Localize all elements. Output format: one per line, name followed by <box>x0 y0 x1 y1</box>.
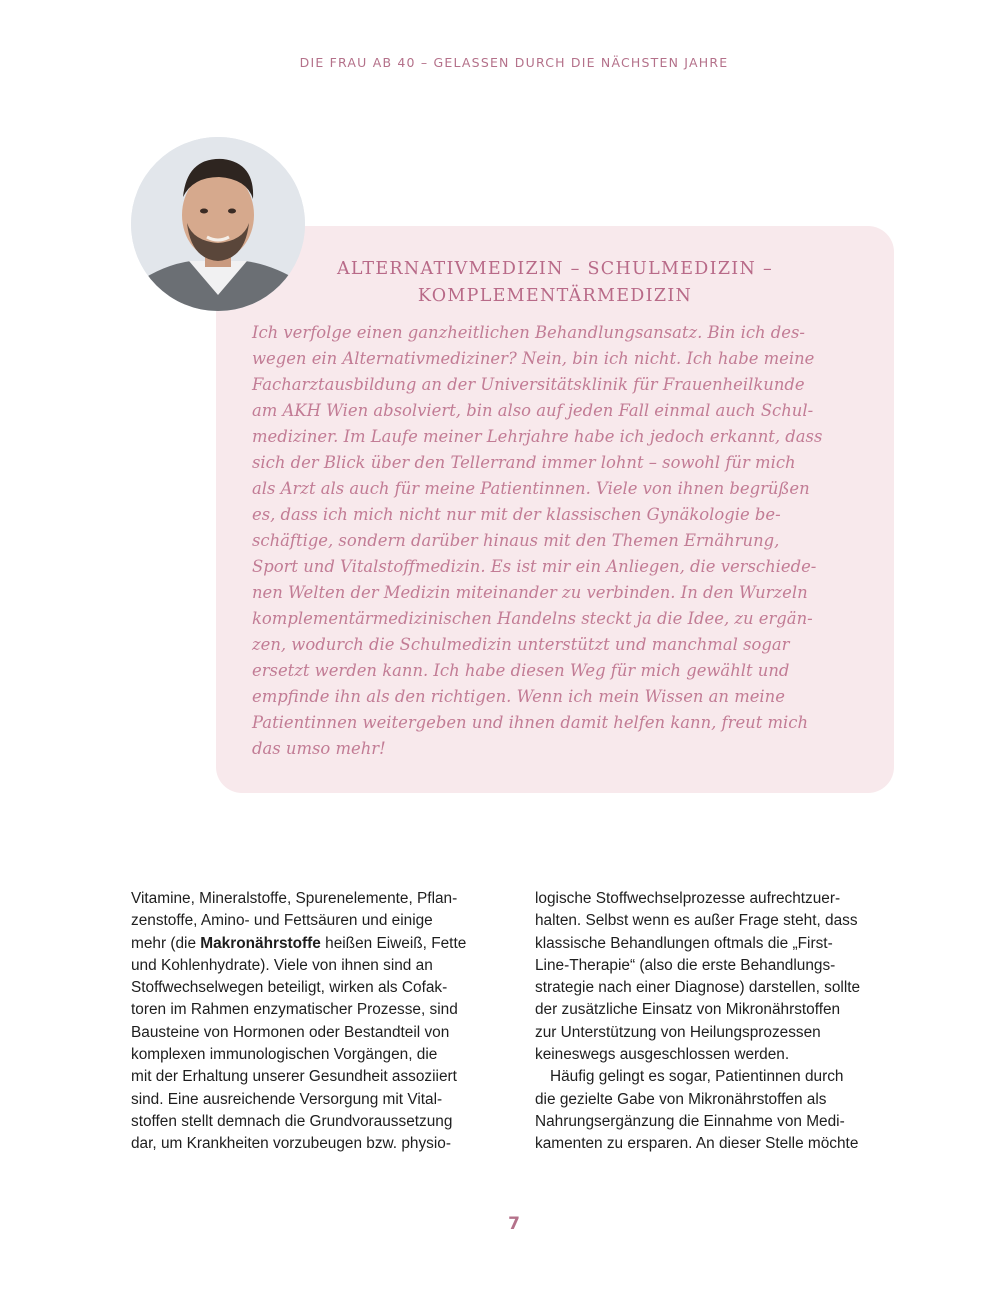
body-line: Vitamine, Mineralstoffe, Spurenelemente, Pflan- <box>131 890 458 907</box>
body-column-left <box>131 888 501 1156</box>
body-line: klassische Behandlungen oftmals die „First- <box>535 934 833 952</box>
body-line: die gezielte Gabe von Mikronährstoffen als <box>535 1090 827 1108</box>
quote-line: am AKH Wien absolviert, bin also auf jeden Fall einmal auch Schul- <box>252 401 814 420</box>
quote-line: ersetzt werden kann. Ich habe diesen Weg für mich gewählt und <box>252 661 790 680</box>
body-line: zenstoffe, Amino- und Fettsäuren und einige <box>131 912 433 930</box>
quote-line: als Arzt als auch für meine Patientinnen. Viele von ihnen begrüßen <box>252 479 810 498</box>
body-line: halten. Selbst wenn es außer Frage steht, dass <box>535 912 858 930</box>
body-line: der zusätzliche Einsatz von Mikronährstoffen <box>535 1001 841 1019</box>
box-quote-text <box>252 320 872 762</box>
quote-line: komplementärmedizinischen Handelns steckt ja die Idee, zu ergän- <box>252 609 813 628</box>
body-line: Stoffwechselwegen beteiligt, wirken als Cofak- <box>131 979 448 997</box>
body-line: kamenten zu ersparen. An dieser Stelle möchte <box>535 1135 859 1153</box>
box-title-line: KOMPLEMENTÄRMEDIZIN <box>417 286 693 306</box>
body-line: Häufig gelingt es sogar, Patientinnen durch <box>550 1068 844 1086</box>
body-line: komplexen immunologischen Vorgängen, die <box>131 1046 438 1064</box>
body-line: logische Stoffwechselprozesse aufrechtzuer- <box>535 890 841 907</box>
body-line: und Kohlenhydrate). Viele von ihnen sind an <box>131 956 433 974</box>
quote-line: wegen ein Alternativmediziner? Nein, bin ich nicht. Ich habe meine <box>252 349 815 368</box>
quote-line: empfinde ihn als den richtigen. Wenn ich mein Wissen an meine <box>252 687 785 706</box>
page-number: 7 <box>508 1214 520 1234</box>
body-text: heißen Eiweiß, Fette <box>320 934 467 952</box>
body-line: Bausteine von Hormonen oder Bestandteil von <box>131 1023 450 1041</box>
body-line: Line-Therapie“ (also die erste Behandlungs- <box>535 956 836 974</box>
box-title-line: ALTERNATIVMEDIZIN – SCHULMEDIZIN – <box>336 259 774 279</box>
bold-term: Makronährstoffe <box>200 934 321 952</box>
box-title <box>216 256 894 310</box>
body-line: zur Unterstützung von Heilungsprozessen <box>535 1023 821 1041</box>
quote-line: mediziner. Im Laufe meiner Lehrjahre habe ich jedoch erkannt, dass <box>252 427 823 446</box>
quote-line: Sport und Vitalstoffmedizin. Es ist mir ein Anliegen, die verschiede- <box>252 557 817 576</box>
body-column-right <box>535 888 905 1156</box>
quote-line: es, dass ich mich nicht nur mit der klassischen Gynäkologie be- <box>252 505 781 524</box>
body-line: strategie nach einer Diagnose) darstellen, sollte <box>535 979 861 997</box>
body-line: stoffen stellt demnach die Grundvoraussetzung <box>131 1112 453 1130</box>
quote-line: Facharztausbildung an der Universitätsklinik für Frauenheilkunde <box>252 375 805 394</box>
body-line: mit der Erhaltung unserer Gesundheit assoziiert <box>131 1068 457 1086</box>
body-line: dar, um Krankheiten vorzubeugen bzw. physio- <box>131 1135 451 1153</box>
body-line <box>131 933 501 955</box>
quote-line: zen, wodurch die Schulmedizin unterstützt und manchmal sogar <box>252 635 790 654</box>
body-line: sind. Eine ausreichende Versorgung mit Vital- <box>131 1090 443 1108</box>
body-text: mehr (die <box>131 934 201 952</box>
body-line: toren im Rahmen enzymatischer Prozesse, sind <box>131 1001 458 1019</box>
quote-line: das umso mehr! <box>252 739 386 758</box>
quote-line: schäftige, sondern darüber hinaus mit den Themen Ernährung, <box>252 531 780 550</box>
body-line: keineswegs ausgeschlossen werden. <box>535 1046 790 1064</box>
running-header: DIE FRAU AB 40 – GELASSEN DURCH DIE NÄCHSTEN JAHRE <box>299 55 729 70</box>
quote-line: nen Welten der Medizin miteinander zu verbinden. In den Wurzeln <box>252 583 808 602</box>
quote-line: Ich verfolge einen ganzheitlichen Behandlungsansatz. Bin ich des- <box>252 323 805 342</box>
quote-line: sich der Blick über den Tellerrand immer lohnt – sowohl für mich <box>252 453 796 472</box>
body-line: Nahrungsergänzung die Einnahme von Medi- <box>535 1112 845 1130</box>
quote-line: Patientinnen weitergeben und ihnen damit helfen kann, freut mich <box>252 713 809 732</box>
